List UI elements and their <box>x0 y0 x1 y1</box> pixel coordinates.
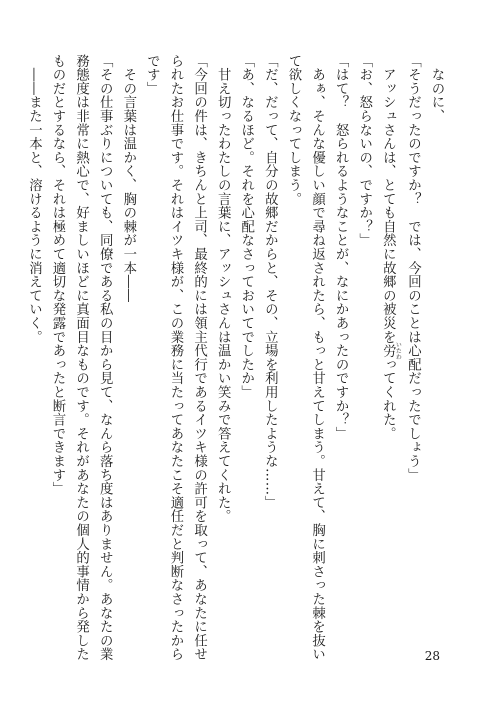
text-line-7: て欲しくなってしまう。 <box>285 54 301 206</box>
text-line-2: 「そうだったのですか？ では、今回のことは心配だったでしょう」 <box>405 54 421 482</box>
text-line-12: られたお仕事です。それはイツキ様が、この業務に当たってあなたこそ適任だと判断なさったから <box>167 54 183 662</box>
ruby-word <box>380 341 402 360</box>
text-line-6: あぁ、そんな優しい顔で尋ね返されたら、もっと甘えてしまう。甘えて、胸に刺さった棘を抜い <box>309 54 325 662</box>
text-line-11: 「今回の件は、きちんと上司、最終的には領主代行であるイツキ様の許可を取って、あなたに任せ <box>191 54 207 662</box>
text-line-14: その言葉は温かく、胸の棘が一本―― <box>120 54 136 303</box>
text-line-17: ものだとするなら、それは極めて適切な発露であったと断言できます」 <box>50 54 65 496</box>
page-number: 28 <box>424 649 440 663</box>
text-line-3-after: ってくれた。 <box>380 357 396 441</box>
text-line-3-before: アッシュさんは、とても自然に故郷の被災を <box>380 54 396 344</box>
text-line-9: 「あ、なるほど。それを心配なさっておいてでしたか」 <box>238 54 254 399</box>
text-line-5: 「はて？ 怒られるようなことが、なにかあったのですか？」 <box>333 54 349 441</box>
ruby-reading: いたわ <box>394 341 402 360</box>
text-line-15: 「その仕事ぶりについても、同僚である私の目から見て、なんら落ち度はありません。あなたの業 <box>97 54 113 662</box>
text-line-10: 甘え切ったわたしの言葉に、アッシュさんは温かい笑みで答えてくれた。 <box>215 54 231 524</box>
text-line-4: 「お、怒らないの、ですか？」 <box>356 54 372 248</box>
text-line-1: なのに、 <box>429 54 444 123</box>
text-line-3 <box>376 54 401 654</box>
text-line-18: ――また一本と、溶けるように消えていく。 <box>26 54 42 344</box>
text-line-8: 「だ、だって、自分の故郷だからと、その、立場を利用したような……」 <box>262 54 278 510</box>
text-line-13: です」 <box>144 54 160 96</box>
text-line-16: 務態度は非常に熱心で、好ましいほどに真面目なものです。それがあなたの個人的事情から発した <box>73 54 89 662</box>
ruby-base: 労 <box>380 341 396 360</box>
